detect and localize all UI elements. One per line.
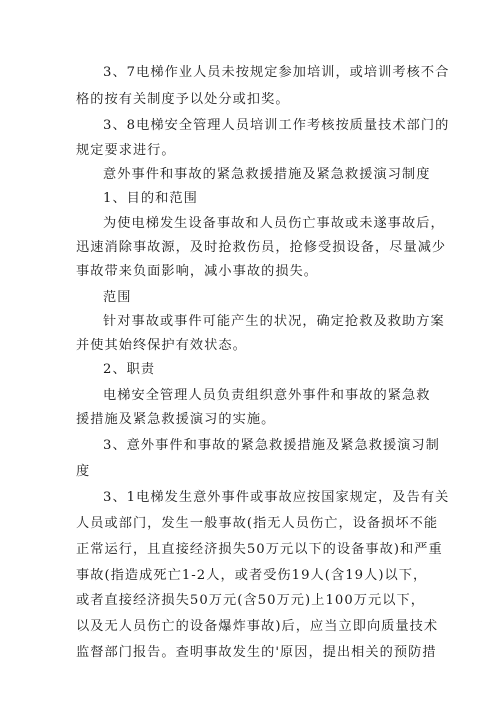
paragraph-line: 援措施及紧急救援演习的实施。 xyxy=(76,412,276,427)
paragraph-line: 人员或部门，发生一般事故(指无人员伤亡，设备损坏不能 xyxy=(76,516,439,531)
paragraph-line: 事故(指造成死亡1-2人，或者受伤19人(含19人)以下， xyxy=(76,568,428,583)
paragraph-line: 电梯安全管理人员负责组织意外事件和事故的紧急救 xyxy=(103,388,431,403)
section-heading: 意外事件和事故的紧急救援措施及紧急救援演习制度 xyxy=(103,167,431,182)
section-heading: 度 xyxy=(76,464,91,479)
paragraph-line: 正常运行，且直接经济损失50万元以下的设备事故)和严重 xyxy=(76,542,443,557)
section-heading: 3、意外事件和事故的紧急救援措施及紧急救援演习制 xyxy=(103,438,440,453)
paragraph-line: 为使电梯发生设备事故和人员伤亡事故或未遂事故后， xyxy=(103,216,445,231)
paragraph-line: 3、1电梯发生意外事件或事故应按国家规定，及告有关 xyxy=(103,490,450,505)
paragraph-line: 以及无人员伤亡的设备爆炸事故)后，应当立即向质量技术 xyxy=(76,619,439,634)
paragraph-line: 规定要求进行。 xyxy=(76,143,176,158)
section-heading: 范围 xyxy=(103,290,132,305)
paragraph-line: 3、7电梯作业人员未按规定参加培训，或培训考核不合 xyxy=(103,65,450,80)
section-heading: 2、职责 xyxy=(103,362,156,377)
section-heading: 1、目的和范围 xyxy=(103,191,198,206)
paragraph-line: 或者直接经济损失50万元(含50万元)上100万元以下， xyxy=(76,593,425,608)
paragraph-line: 监督部门报告。查明事故发生的'原因，提出相关的预防措 xyxy=(76,645,437,660)
paragraph-line: 针对事故或事件可能产生的状况，确定抢救及救助方案 xyxy=(103,314,445,329)
paragraph-line: 格的按有关制度予以处分或扣奖。 xyxy=(76,92,290,107)
paragraph-line: 并使其始终保护有效状态。 xyxy=(76,338,247,353)
paragraph-line: 3、8电梯安全管理人员培训工作考核按质量技术部门的 xyxy=(103,118,450,133)
paragraph-line: 迅速消除事故源，及时抢救伤员，抢修受损设备，尽量减少 xyxy=(76,240,447,255)
paragraph-line: 事故带来负面影响，减小事故的损失。 xyxy=(76,264,319,279)
